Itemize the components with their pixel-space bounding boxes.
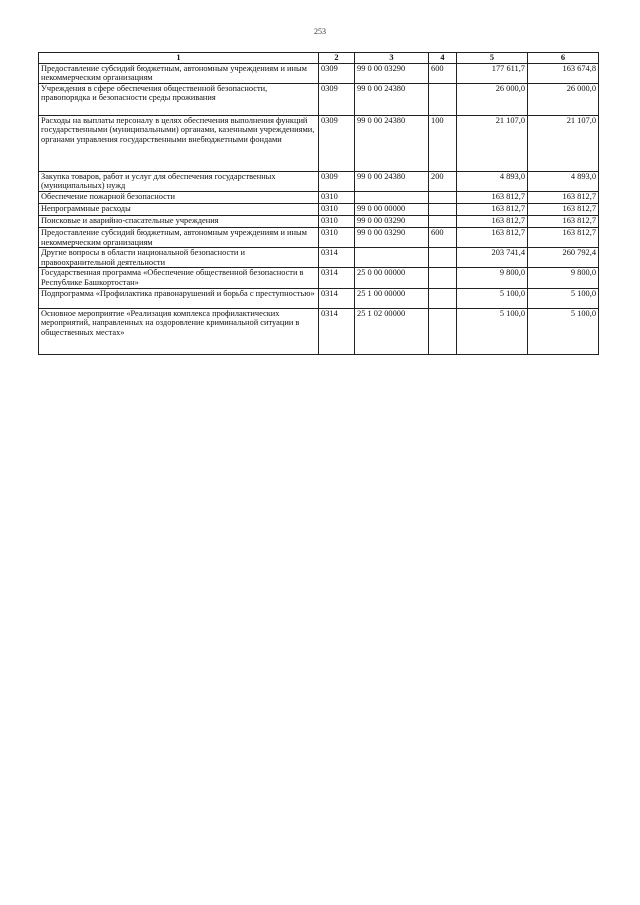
row-amount-col6: 5 100,0 — [528, 308, 599, 354]
column-header-1: 1 — [39, 53, 319, 64]
row-amount-col6: 163 812,7 — [528, 203, 599, 215]
table-row — [39, 308, 599, 354]
row-target-article: 99 0 00 00000 — [355, 203, 429, 215]
row-section-code: 0310 — [319, 191, 355, 203]
row-section-code: 0314 — [319, 248, 355, 268]
table-row — [39, 171, 599, 191]
row-amount-col5: 177 611,7 — [457, 63, 528, 83]
row-amount-col6: 5 100,0 — [528, 288, 599, 308]
row-section-code: 0309 — [319, 63, 355, 83]
row-target-article — [355, 248, 429, 268]
row-target-article: 99 0 00 24380 — [355, 171, 429, 191]
table-row — [39, 268, 599, 288]
row-section-code: 0314 — [319, 308, 355, 354]
table-row — [39, 83, 599, 115]
row-name: Подпрограмма «Профилактика правонарушений и борьба с преступностью» — [39, 288, 319, 308]
table-row — [39, 115, 599, 171]
row-target-article: 25 1 00 00000 — [355, 288, 429, 308]
row-amount-col5: 5 100,0 — [457, 308, 528, 354]
row-amount-col5: 5 100,0 — [457, 288, 528, 308]
row-amount-col6: 260 792,4 — [528, 248, 599, 268]
column-header-3: 3 — [355, 53, 429, 64]
table-row — [39, 248, 599, 268]
row-expense-type: 200 — [429, 171, 457, 191]
row-expense-type: 600 — [429, 63, 457, 83]
table-row — [39, 215, 599, 227]
budget-table — [38, 52, 599, 355]
row-name: Государственная программа «Обеспечение общественной безопасности в Республике Башкортостан» — [39, 268, 319, 288]
row-amount-col6: 163 812,7 — [528, 215, 599, 227]
row-amount-col5: 4 893,0 — [457, 171, 528, 191]
column-header-6: 6 — [528, 53, 599, 64]
row-amount-col6: 9 800,0 — [528, 268, 599, 288]
row-section-code: 0310 — [319, 227, 355, 247]
row-target-article — [355, 191, 429, 203]
column-header-5: 5 — [457, 53, 528, 64]
row-amount-col5: 163 812,7 — [457, 191, 528, 203]
row-expense-type: 600 — [429, 227, 457, 247]
row-amount-col5: 203 741,4 — [457, 248, 528, 268]
row-section-code: 0314 — [319, 288, 355, 308]
row-target-article: 99 0 00 03290 — [355, 63, 429, 83]
column-header-4: 4 — [429, 53, 457, 64]
row-target-article: 99 0 00 24380 — [355, 115, 429, 171]
row-name: Учреждения в сфере обеспечения общественной безопасности, правопорядка и безопасности среды проживания — [39, 83, 319, 115]
row-name: Закупка товаров, работ и услуг для обеспечения государственных (муниципальных) нужд — [39, 171, 319, 191]
row-amount-col5: 163 812,7 — [457, 203, 528, 215]
row-section-code: 0309 — [319, 171, 355, 191]
row-section-code: 0310 — [319, 203, 355, 215]
row-amount-col5: 26 000,0 — [457, 83, 528, 115]
row-name: Основное мероприятие «Реализация комплекса профилактических мероприятий, направленных на оздоровление криминальной ситуации в общественных местах» — [39, 308, 319, 354]
row-amount-col5: 21 107,0 — [457, 115, 528, 171]
row-expense-type — [429, 268, 457, 288]
row-section-code: 0310 — [319, 215, 355, 227]
table-row — [39, 288, 599, 308]
row-expense-type — [429, 191, 457, 203]
row-name: Поисковые и аварийно-спасательные учреждения — [39, 215, 319, 227]
table-row — [39, 191, 599, 203]
row-expense-type — [429, 248, 457, 268]
row-target-article: 25 1 02 00000 — [355, 308, 429, 354]
header-row — [39, 53, 599, 64]
table-row — [39, 203, 599, 215]
row-amount-col6: 21 107,0 — [528, 115, 599, 171]
row-expense-type — [429, 215, 457, 227]
table-body — [39, 63, 599, 354]
row-expense-type: 100 — [429, 115, 457, 171]
row-amount-col5: 9 800,0 — [457, 268, 528, 288]
row-expense-type — [429, 308, 457, 354]
row-expense-type — [429, 203, 457, 215]
row-target-article: 99 0 00 03290 — [355, 215, 429, 227]
row-amount-col6: 163 674,8 — [528, 63, 599, 83]
row-target-article: 25 0 00 00000 — [355, 268, 429, 288]
row-amount-col6: 26 000,0 — [528, 83, 599, 115]
row-name: Другие вопросы в области национальной безопасности и правоохранительной деятельности — [39, 248, 319, 268]
column-header-2: 2 — [319, 53, 355, 64]
row-amount-col6: 163 812,7 — [528, 227, 599, 247]
row-amount-col6: 163 812,7 — [528, 191, 599, 203]
row-expense-type — [429, 83, 457, 115]
row-section-code: 0309 — [319, 115, 355, 171]
row-section-code: 0309 — [319, 83, 355, 115]
row-target-article: 99 0 00 03290 — [355, 227, 429, 247]
table-row — [39, 227, 599, 247]
row-name: Расходы на выплаты персоналу в целях обеспечения выполнения функций государственными (муниципальными) органами, казенными учреждениями, органами управления государственными внебюджетными фондами — [39, 115, 319, 171]
row-amount-col5: 163 812,7 — [457, 215, 528, 227]
table-row — [39, 63, 599, 83]
row-amount-col5: 163 812,7 — [457, 227, 528, 247]
row-name: Непрограммные расходы — [39, 203, 319, 215]
row-name: Предоставление субсидий бюджетным, автономным учреждениям и иным некоммерческим организациям — [39, 227, 319, 247]
row-amount-col6: 4 893,0 — [528, 171, 599, 191]
row-target-article: 99 0 00 24380 — [355, 83, 429, 115]
row-expense-type — [429, 288, 457, 308]
row-name: Обеспечение пожарной безопасности — [39, 191, 319, 203]
page-number: 253 — [314, 27, 326, 36]
row-section-code: 0314 — [319, 268, 355, 288]
row-name: Предоставление субсидий бюджетным, автономным учреждениям и иным некоммерческим организациям — [39, 63, 319, 83]
